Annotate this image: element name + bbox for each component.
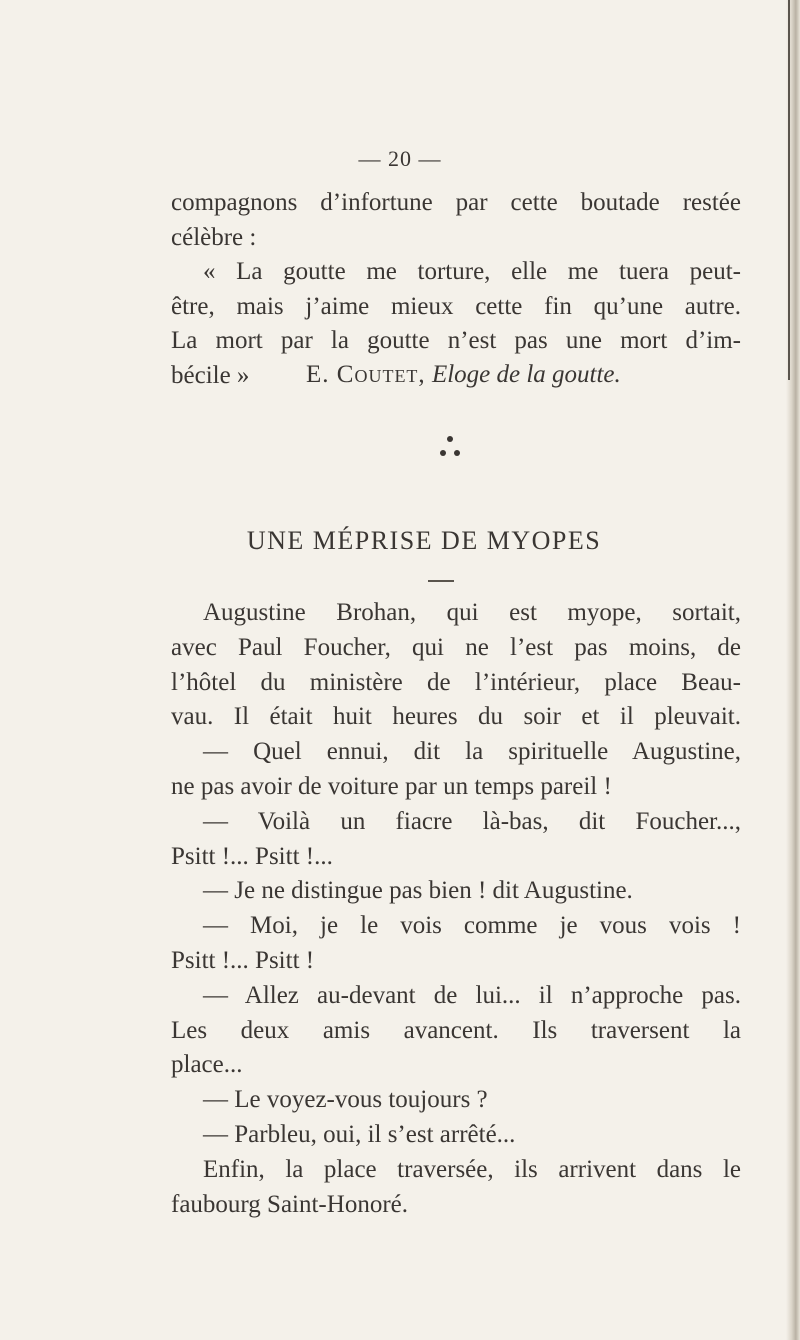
section-heading: UNE MÉPRISE DE MYOPES — [246, 526, 602, 555]
text-line: être, mais j’aime mieux cette fin qu’une autre. — [171, 292, 741, 320]
asterism-ornament — [430, 432, 470, 472]
text-line: — Voilà un fiacre là-bas, dit Foucher..., — [203, 807, 741, 835]
text-line: ne pas avoir de voiture par un temps pareil ! — [171, 772, 612, 800]
text-line: bécile » — [171, 361, 250, 389]
attribution-work: Eloge de la goutte. — [431, 361, 621, 388]
text-line: Psitt !... Psitt !... — [171, 842, 333, 870]
heading-rule — [428, 580, 454, 582]
page-edge-line — [788, 0, 790, 380]
text-line: Les deux amis avancent. Ils traversent la — [171, 1016, 741, 1044]
text-line: — Je ne distingue pas bien ! dit Augustine. — [203, 877, 633, 905]
quote-attribution — [306, 358, 621, 392]
text-line: célèbre : — [171, 223, 257, 251]
text-line: Augustine Brohan, qui est myope, sortait, — [203, 599, 741, 626]
text-line: Psitt !... Psitt ! — [171, 946, 315, 974]
text-line: compagnons d’infortune par cette boutade restée — [171, 189, 741, 216]
text-line: vau. Il était huit heures du soir et il pleuvait. — [171, 703, 741, 731]
text-line: « La goutte me torture, elle me tuera peut- — [203, 258, 741, 285]
text-line: faubourg Saint-Honoré. — [171, 1190, 408, 1218]
text-line: place... — [171, 1051, 243, 1079]
text-line: — Allez au-devant de lui... il n’approche pas. — [203, 981, 741, 1009]
text-line: La mort par la goutte n’est pas une mort d’im- — [171, 327, 741, 354]
page-number: — 20 — — [358, 146, 442, 171]
text-line: l’hôtel du ministère de l’intérieur, place Beau- — [171, 668, 741, 696]
text-line: — Le voyez-vous toujours ? — [203, 1086, 488, 1114]
attribution-author: E. Coutet, — [306, 361, 426, 388]
text-line: avec Paul Foucher, qui ne l’est pas moins, de — [171, 633, 741, 661]
text-line: — Parbleu, oui, il s’est arrêté... — [203, 1120, 516, 1148]
text-line: — Moi, je le vois comme je vous vois ! — [203, 912, 741, 940]
text-line: Enfin, la place traversée, ils arrivent dans le — [203, 1155, 741, 1183]
story-paragraph — [171, 596, 741, 1222]
text-line: — Quel ennui, dit la spirituelle Augustine, — [203, 738, 741, 766]
